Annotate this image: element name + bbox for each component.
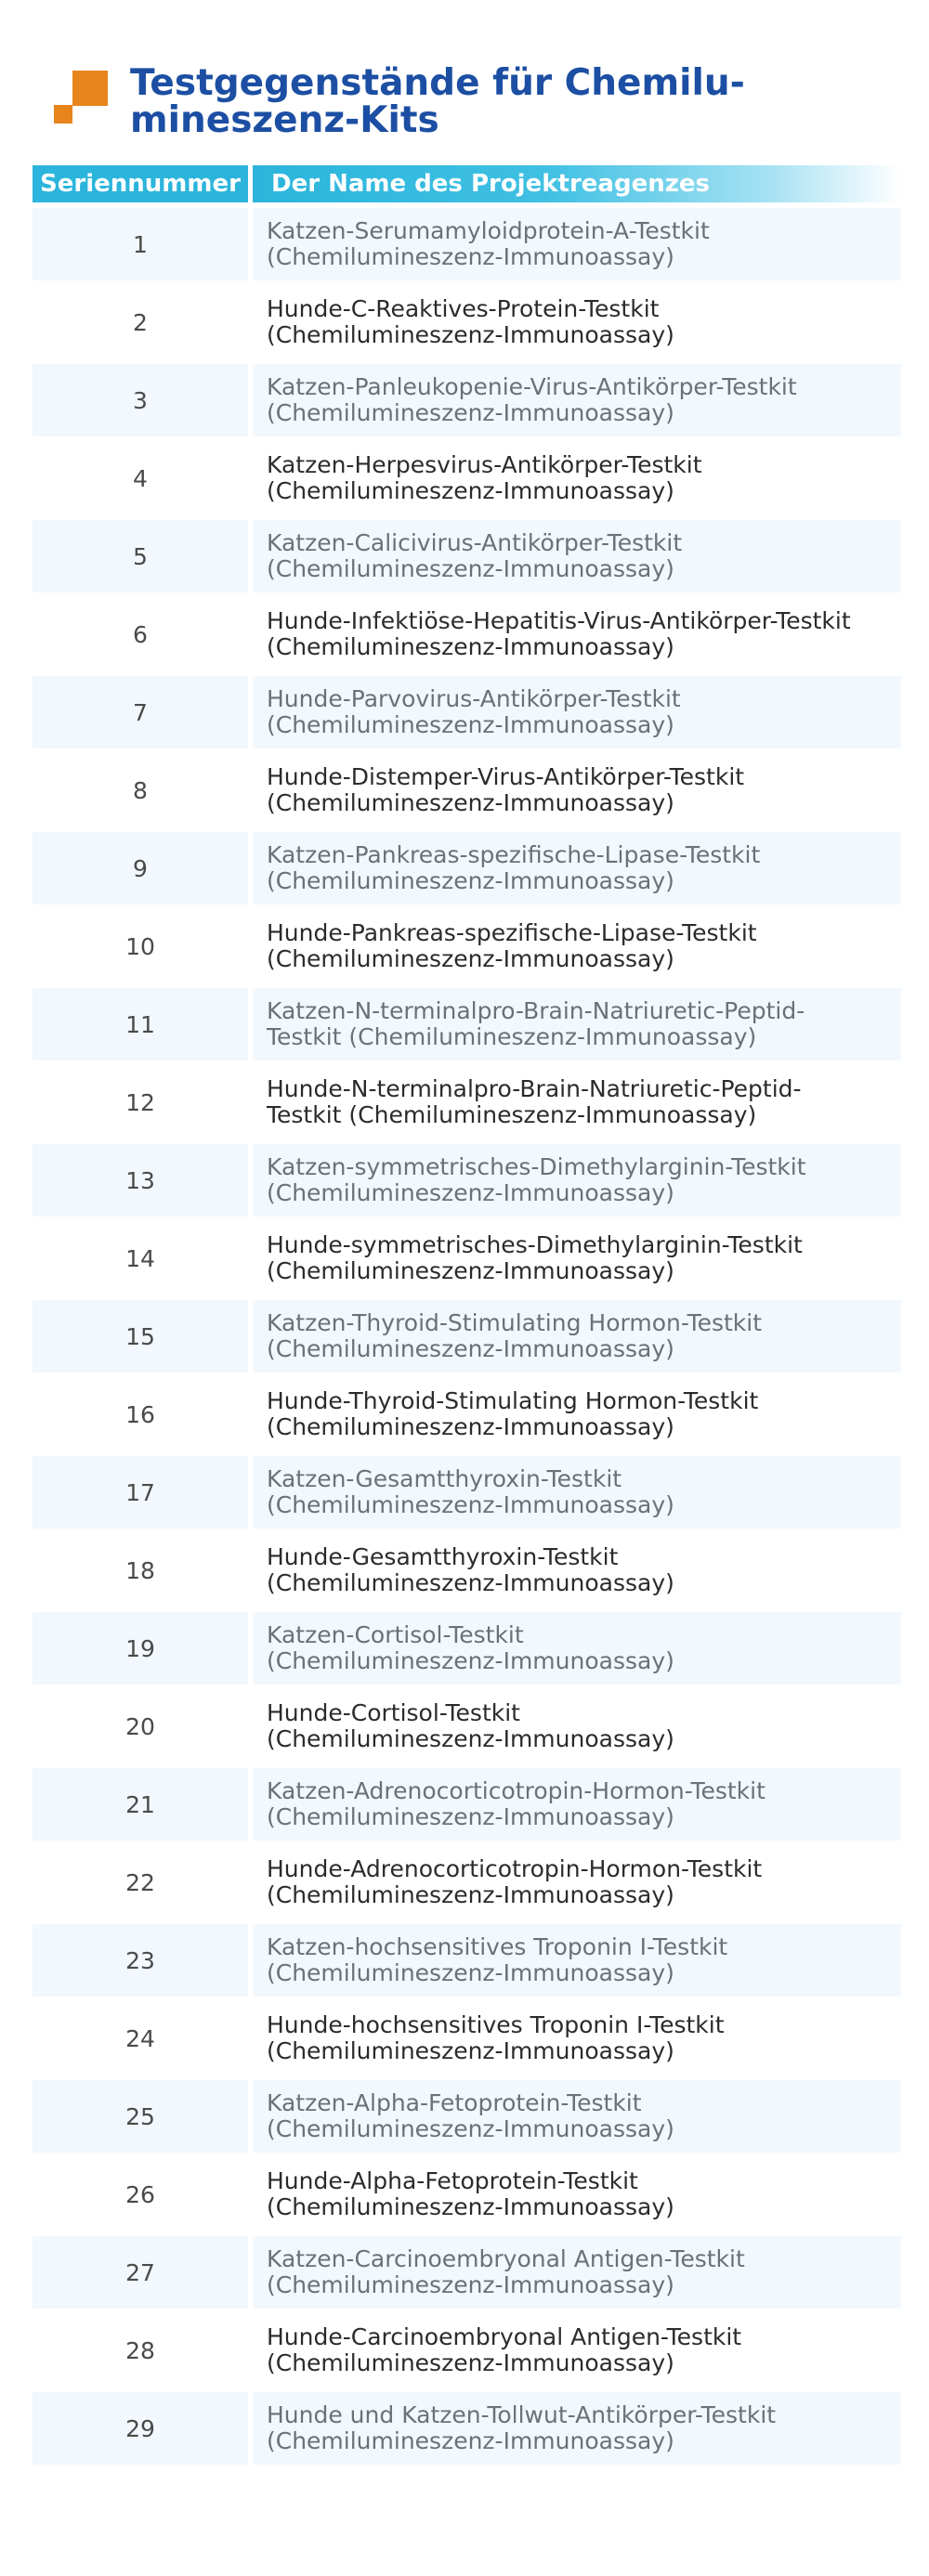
- reagent-name-cell: [253, 1768, 901, 1841]
- reagent-name-line-2: (Chemilumineszenz-Immunoassay): [267, 945, 674, 972]
- table-row: [33, 988, 901, 1060]
- reagent-name-cell: [253, 2314, 901, 2387]
- reagent-name-cell: [253, 1378, 901, 1451]
- serial-number-cell: 18: [125, 1556, 155, 1584]
- reagent-name-line-2: (Chemilumineszenz-Immunoassay): [267, 321, 674, 348]
- table-row: [33, 1300, 901, 1373]
- table-row: [33, 286, 901, 358]
- page-title: Testgegenstände für Chemilu-mineszenz-Kits: [130, 62, 745, 141]
- reagent-name-cell: [253, 286, 901, 358]
- table-row: [33, 1378, 901, 1451]
- reagent-name-line-1: Hunde-Alpha-Fetoprotein-Testkit: [267, 2167, 638, 2194]
- reagent-name-line-1: Hunde-Pankreas-spezifische-Lipase-Testkit: [267, 919, 757, 946]
- reagent-name-line-2: (Chemilumineszenz-Immunoassay): [267, 2349, 674, 2376]
- table-row: [33, 1222, 901, 1295]
- table-row: [33, 442, 901, 514]
- serial-number-cell: 19: [33, 1612, 248, 1685]
- table-row: [33, 1456, 901, 1529]
- table-row: [33, 1612, 901, 1685]
- serial-number-cell: 11: [33, 988, 248, 1060]
- reagent-name-line-2: Testkit (Chemilumineszenz-Immunoassay): [267, 1023, 757, 1050]
- reagent-name-line-1: Katzen-Herpesvirus-Antikörper-Testkit: [267, 451, 702, 478]
- table-row: [33, 598, 901, 670]
- reagent-name-cell: [253, 1066, 901, 1138]
- serial-number-cell: 8: [133, 776, 148, 804]
- reagent-name-cell: [253, 2392, 901, 2465]
- table-header: [33, 165, 901, 202]
- table-row: [33, 1066, 901, 1138]
- table-row: [33, 2392, 901, 2465]
- reagent-name-cell: [253, 910, 901, 982]
- reagent-name-line-2: (Chemilumineszenz-Immunoassay): [267, 243, 674, 270]
- reagent-name-line-2: (Chemilumineszenz-Immunoassay): [267, 2271, 674, 2298]
- reagent-name-cell: [253, 1846, 901, 1919]
- table-row: [33, 1534, 901, 1607]
- serial-number-cell: 1: [33, 208, 248, 280]
- reagent-name-line-1: Katzen-Serumamyloidprotein-A-Testkit: [267, 217, 710, 244]
- logo-square-large: [72, 71, 108, 106]
- table-row: [33, 364, 901, 436]
- reagent-name-line-2: (Chemilumineszenz-Immunoassay): [267, 1413, 674, 1440]
- reagent-name-line-2: (Chemilumineszenz-Immunoassay): [267, 1569, 674, 1596]
- logo-square-small: [54, 105, 72, 124]
- reagent-name-line-2: (Chemilumineszenz-Immunoassay): [267, 1179, 674, 1206]
- serial-number-cell: 26: [125, 2180, 155, 2208]
- serial-number-cell: 24: [125, 2024, 155, 2052]
- reagent-name-line-2: (Chemilumineszenz-Immunoassay): [267, 2115, 674, 2142]
- serial-number-cell: 20: [125, 1712, 155, 1740]
- table-row: [33, 1924, 901, 1997]
- reagent-name-line-1: Katzen-Thyroid-Stimulating Hormon-Testkit: [267, 1309, 763, 1336]
- reagent-name-line-1: Hunde-symmetrisches-Dimethylarginin-Testkit: [267, 1231, 803, 1258]
- table-body: [33, 208, 901, 2465]
- serial-number-cell: 27: [33, 2236, 248, 2309]
- reagent-name-cell: [253, 1690, 901, 1763]
- table-row: [33, 754, 901, 826]
- reagent-name-line-2: (Chemilumineszenz-Immunoassay): [267, 711, 674, 738]
- serial-number-cell: 22: [125, 1868, 155, 1896]
- reagent-name-cell: [253, 2158, 901, 2231]
- reagent-name-line-2: (Chemilumineszenz-Immunoassay): [267, 1491, 674, 1518]
- table-row: [33, 1144, 901, 1216]
- reagent-name-line-1: Hunde-C-Reaktives-Protein-Testkit: [267, 295, 660, 322]
- reagent-name-line-2: (Chemilumineszenz-Immunoassay): [267, 1725, 674, 1752]
- reagent-name-cell: [253, 1222, 901, 1295]
- reagent-name-cell: [253, 208, 901, 280]
- reagent-name-cell: [253, 988, 901, 1060]
- reagent-name-line-1: Katzen-Calicivirus-Antikörper-Testkit: [267, 529, 683, 556]
- serial-number-cell: 29: [33, 2392, 248, 2465]
- table-row: [33, 208, 901, 280]
- reagent-name-line-1: Hunde-Parvovirus-Antikörper-Testkit: [267, 685, 681, 712]
- reagent-name-line-1: Hunde-Gesamtthyroxin-Testkit: [267, 1543, 619, 1570]
- reagent-name-cell: [253, 442, 901, 514]
- reagent-name-line-1: Hunde und Katzen-Tollwut-Antikörper-Testkit: [267, 2401, 777, 2428]
- table-row: [33, 910, 901, 982]
- reagent-name-line-1: Katzen-N-terminalpro-Brain-Natriuretic-Peptid-: [267, 997, 805, 1024]
- reagent-name-line-1: Katzen-Panleukopenie-Virus-Antikörper-Testkit: [267, 373, 797, 400]
- reagent-name-cell: [253, 1612, 901, 1685]
- table-row: [33, 2080, 901, 2153]
- reagent-name-line-1: Katzen-Alpha-Fetoprotein-Testkit: [267, 2089, 642, 2116]
- table-row: [33, 2314, 901, 2387]
- reagent-name-line-2: (Chemilumineszenz-Immunoassay): [267, 399, 674, 426]
- reagent-name-line-1: Katzen-symmetrisches-Dimethylarginin-Testkit: [267, 1153, 806, 1180]
- reagent-name-line-2: (Chemilumineszenz-Immunoassay): [267, 1803, 674, 1830]
- reagent-name-cell: [253, 1456, 901, 1529]
- header-serial-number: Seriennummer: [33, 165, 248, 202]
- serial-number-cell: 17: [33, 1456, 248, 1529]
- serial-number-cell: 2: [133, 308, 148, 336]
- reagent-name-line-2: (Chemilumineszenz-Immunoassay): [267, 555, 674, 582]
- reagent-name-line-1: Katzen-Gesamtthyroxin-Testkit: [267, 1465, 622, 1492]
- serial-number-cell: 3: [33, 364, 248, 436]
- reagent-name-line-2: (Chemilumineszenz-Immunoassay): [267, 1335, 674, 1362]
- reagent-name-line-1: Hunde-N-terminalpro-Brain-Natriuretic-Peptid-: [267, 1075, 802, 1102]
- serial-number-cell: 14: [125, 1244, 155, 1272]
- reagent-name-line-1: Katzen-Carcinoembryonal Antigen-Testkit: [267, 2245, 745, 2272]
- serial-number-cell: 12: [125, 1088, 155, 1116]
- table-row: [33, 676, 901, 748]
- serial-number-cell: 21: [33, 1768, 248, 1841]
- serial-number-cell: 16: [125, 1400, 155, 1428]
- serial-number-cell: 15: [33, 1300, 248, 1373]
- table-row: [33, 2158, 901, 2231]
- reagent-name-line-1: Katzen-Pankreas-spezifische-Lipase-Testkit: [267, 841, 761, 868]
- reagent-name-line-1: Hunde-Carcinoembryonal Antigen-Testkit: [267, 2323, 742, 2350]
- reagent-name-cell: [253, 2080, 901, 2153]
- reagent-name-cell: [253, 598, 901, 670]
- reagent-name-line-2: (Chemilumineszenz-Immunoassay): [267, 477, 674, 504]
- serial-number-cell: 4: [133, 464, 148, 492]
- reagent-name-line-1: Hunde-Thyroid-Stimulating Hormon-Testkit: [267, 1387, 759, 1414]
- table-row: [33, 520, 901, 592]
- reagent-name-cell: [253, 2236, 901, 2309]
- reagent-table: [33, 165, 901, 2465]
- reagent-name-cell: [253, 2002, 901, 2075]
- serial-number-cell: 5: [33, 520, 248, 592]
- table-row: [33, 2002, 901, 2075]
- reagent-name-line-2: (Chemilumineszenz-Immunoassay): [267, 2193, 674, 2220]
- table-row: [33, 2236, 901, 2309]
- serial-number-cell: 28: [125, 2336, 155, 2364]
- serial-number-cell: 10: [125, 932, 155, 960]
- header-reagent-name: Der Name des Projektreagenzes: [253, 165, 901, 202]
- reagent-name-line-2: Testkit (Chemilumineszenz-Immunoassay): [267, 1101, 757, 1128]
- reagent-name-cell: [253, 1300, 901, 1373]
- reagent-name-line-1: Hunde-Cortisol-Testkit: [267, 1699, 520, 1726]
- reagent-name-line-1: Hunde-hochsensitives Troponin I-Testkit: [267, 2011, 725, 2038]
- reagent-name-line-2: (Chemilumineszenz-Immunoassay): [267, 1647, 674, 1674]
- reagent-name-line-1: Katzen-hochsensitives Troponin I-Testkit: [267, 1933, 728, 1960]
- table-row: [33, 1846, 901, 1919]
- reagent-name-line-2: (Chemilumineszenz-Immunoassay): [267, 1881, 674, 1908]
- reagent-name-line-2: (Chemilumineszenz-Immunoassay): [267, 633, 674, 660]
- serial-number-cell: 6: [133, 620, 148, 648]
- serial-number-cell: 7: [33, 676, 248, 748]
- reagent-name-line-2: (Chemilumineszenz-Immunoassay): [267, 1959, 674, 1986]
- serial-number-cell: 9: [33, 832, 248, 904]
- serial-number-cell: 13: [33, 1144, 248, 1216]
- reagent-name-line-2: (Chemilumineszenz-Immunoassay): [267, 867, 674, 894]
- table-row: [33, 1690, 901, 1763]
- reagent-name-line-1: Hunde-Distemper-Virus-Antikörper-Testkit: [267, 763, 745, 790]
- table-row: [33, 832, 901, 904]
- reagent-name-line-1: Katzen-Cortisol-Testkit: [267, 1621, 524, 1648]
- reagent-name-cell: [253, 754, 901, 826]
- reagent-name-cell: [253, 676, 901, 748]
- reagent-name-cell: [253, 1924, 901, 1997]
- serial-number-cell: 25: [33, 2080, 248, 2153]
- reagent-name-line-1: Hunde-Infektiöse-Hepatitis-Virus-Antikörper-Testkit: [267, 607, 851, 634]
- reagent-name-cell: [253, 832, 901, 904]
- reagent-name-line-2: (Chemilumineszenz-Immunoassay): [267, 789, 674, 816]
- reagent-name-line-2: (Chemilumineszenz-Immunoassay): [267, 2427, 674, 2454]
- reagent-name-cell: [253, 1144, 901, 1216]
- reagent-name-cell: [253, 520, 901, 592]
- reagent-name-cell: [253, 1534, 901, 1607]
- reagent-name-line-2: (Chemilumineszenz-Immunoassay): [267, 1257, 674, 1284]
- reagent-name-line-1: Katzen-Adrenocorticotropin-Hormon-Testkit: [267, 1777, 765, 1804]
- reagent-name-cell: [253, 364, 901, 436]
- serial-number-cell: 23: [33, 1924, 248, 1997]
- reagent-name-line-2: (Chemilumineszenz-Immunoassay): [267, 2037, 674, 2064]
- table-row: [33, 1768, 901, 1841]
- reagent-name-line-1: Hunde-Adrenocorticotropin-Hormon-Testkit: [267, 1855, 763, 1882]
